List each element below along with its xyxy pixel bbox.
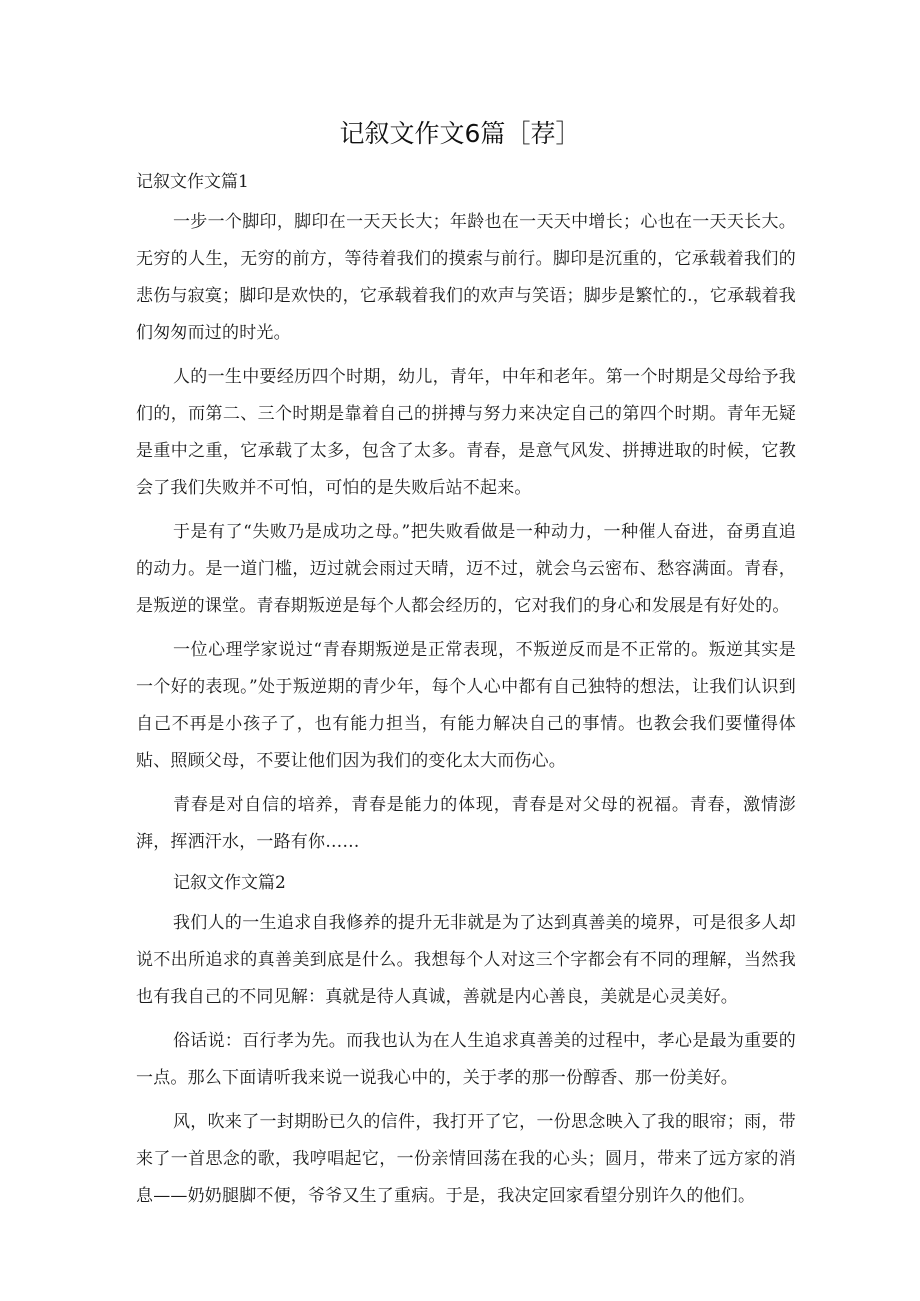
paragraph: 俗话说：百行孝为先。而我也认为在人生追求真善美的过程中，孝心是最为重要的一点。那么下面请听我来说一说我心中的，关于孝的那一份醇香、那一份美好。 (136, 1031, 796, 1088)
paragraph: 风，吹来了一封期盼已久的信件，我打开了它，一份思念映入了我的眼帘；雨，带来了一首思念的歌，我哼唱起它，一份亲情回荡在我的心头；圆月，带来了远方家的消息——奶奶腿脚不便，爷爷又生了重病。于是，我决定回家看望分别许久的他们。 (136, 1112, 796, 1206)
paragraph: 一位心理学家说过“青春期叛逆是正常表现，不叛逆反而是不正常的。叛逆其实是一个好的表现。”处于叛逆期的青少年，每个人心中都有自己独特的想法，让我们认识到自己不再是小孩子了，也有能力担当，有能力解决自己的事情。也教会我们要懂得体贴、照顾父母，不要让他们因为我们的变化太大而伤心。 (136, 640, 796, 771)
paragraph: 我们人的一生追求自我修养的提升无非就是为了达到真善美的境界，可是很多人却说不出所追求的真善美到底是什么。我想每个人对这三个字都会有不同的理解，当然我也有我自己的不同见解：真就是待人真诚，善就是内心善良，美就是心灵美好。 (136, 913, 796, 1007)
paragraph: 于是有了“失败乃是成功之母。”把失败看做是一种动力，一种催人奋进，奋勇直追的动力。是一道门槛，迈过就会雨过天晴，迈不过，就会乌云密布、愁容满面。青春，是叛逆的课堂。青春期叛逆是每个人都会经历的，它对我们的身心和发展是有好处的。 (136, 522, 796, 616)
section-heading-1: 记叙文作文篇1 (136, 172, 249, 192)
paragraph: 人的一生中要经历四个时期，幼儿，青年，中年和老年。第一个时期是父母给予我们的，而第二、三个时期是靠着自己的拼搏与努力来决定自己的第四个时期。青年无疑是重中之重，它承载了太多，包含了太多。青春，是意气风发、拼搏进取的时候，它教会了我们失败并不可怕，可怕的是失败后站不起来。 (136, 367, 796, 498)
paragraph: 青春是对自信的培养，青春是能力的体现，青春是对父母的祝福。青春，激情澎湃，挥洒汗水，一路有你…… (136, 795, 796, 852)
section-heading-2: 记叙文作文篇2 (173, 873, 286, 893)
paragraph: 一步一个脚印，脚印在一天天长大；年龄也在一天天中增长；心也在一天天长大。无穷的人生，无穷的前方，等待着我们的摸索与前行。脚印是沉重的，它承载着我们的悲伤与寂寞；脚印是欢快的，它承载着我们的欢声与笑语；脚步是繁忙的.，它承载着我们匆匆而过的时光。 (136, 212, 796, 343)
document-title: 记叙文作文6篇［荐］ (339, 119, 581, 148)
document-body (136, 167, 796, 1222)
